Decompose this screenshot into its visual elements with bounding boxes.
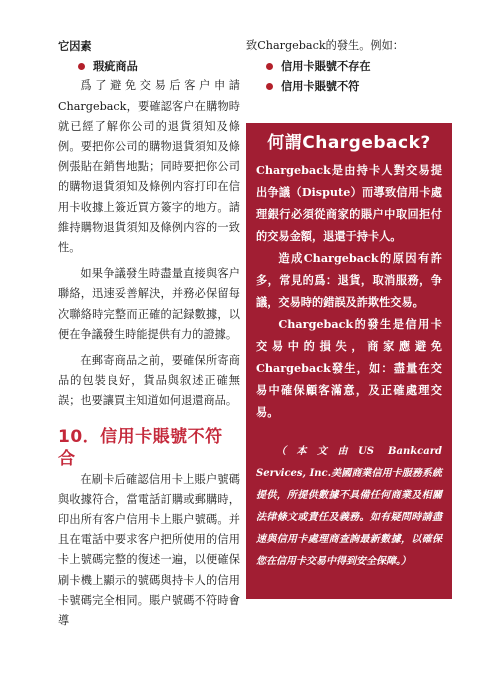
bullet-item bbox=[266, 56, 432, 76]
box-paragraph: Chargeback的發生是信用卡交易中的損失，商家應避免Chargeback發生，如：盡量在交易中確保顧客滿意，及正確處理交易。 bbox=[256, 316, 442, 419]
box-title: 何謂Chargeback? bbox=[267, 132, 431, 153]
paragraph: 在郵寄商品之前，要確保所寄商品的包裝良好，貨品與叙述正確無誤；也要讓買主知道如何退還商品。 bbox=[58, 354, 240, 408]
box-paragraph: Chargeback是由持卡人對交易提出争議（Dispute）而導致信用卡處理銀行必須從商家的賬户中取回拒付的交易金額，退還于持卡人。 bbox=[256, 162, 442, 243]
bullet-label: 信用卡賬號不符 bbox=[281, 79, 360, 94]
bullet-dot-icon bbox=[266, 63, 273, 70]
bullet-label: 信用卡賬號不存在 bbox=[281, 59, 371, 74]
bullet-label: 瑕疵商品 bbox=[93, 59, 138, 74]
chargeback-info-box bbox=[246, 123, 452, 599]
bullet-item bbox=[78, 56, 240, 76]
paragraph: 如果争議發生時盡量直接與客户聯絡，迅速妥善解決，并務必保留每次聯絡時完整而正確的記録數據，以便在争議發生時能提供有力的證據。 bbox=[58, 267, 240, 341]
section-title: 10．信用卡賬號不符合 bbox=[58, 426, 223, 469]
paragraph: 在刷卡后確認信用卡上賬户號碼與收據符合，當電話訂購或郵購時，印出所有客户信用卡上賬户號碼。并且在電話中要求客户把所使用的信用卡上號碼完整的復述一遍，以便確保刷卡機上顯示的號碼與持卡人的信用卡號碼完全相同。賬户號碼不符時會導 bbox=[58, 472, 240, 628]
bullet-item bbox=[266, 76, 432, 96]
box-source-note: （本文由US Bankcard Services, Inc.美國商業信用卡服務系統提供，所提供數據不具備任何商業及相關法律條文或責任及義務。如有疑問時請盡速與信用卡處理商查詢最新數據，以確保您在信用卡交易中得到安全保障。） bbox=[256, 445, 442, 567]
left-column bbox=[58, 36, 240, 631]
bullet-dot-icon bbox=[78, 63, 85, 70]
box-paragraph: 造成Chargeback的原因有許多，常見的爲：退貨，取消服務，争議，交易時的錯誤及詐欺性交易。 bbox=[256, 250, 442, 309]
right-column bbox=[246, 36, 442, 599]
paragraph: 致Chargeback的發生。例如： bbox=[246, 39, 404, 52]
continued-heading: 它因素 bbox=[58, 39, 92, 53]
bullet-dot-icon bbox=[266, 83, 273, 90]
paragraph: 爲了避免交易后客户申請Chargeback，要確認客户在購物時就已經了解你公司的退貨須知及條例。要把你公司的購物退貨須知及條例張貼在銷售地點；同時要把你公司的購物退貨須知及條例内容打印在信用卡收據上簽近買方簽字的地方。請維持購物退貨須知及條例内容的一致性。 bbox=[58, 79, 240, 255]
